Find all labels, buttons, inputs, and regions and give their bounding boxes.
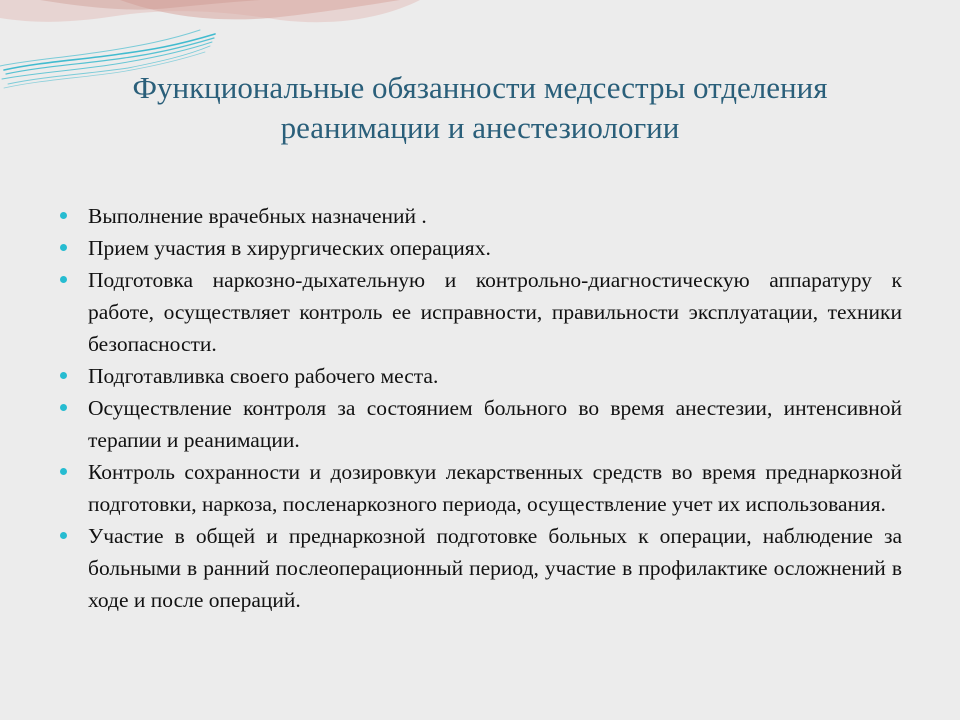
list-item: [60, 456, 902, 520]
bullet-dot-icon: [60, 372, 67, 379]
bullet-dot-icon: [60, 532, 67, 539]
list-item-text: Осуществление контроля за состоянием больного во время анестезии, интенсивной терапии и реанимации.: [88, 396, 902, 452]
list-item: [60, 360, 902, 392]
bullet-list: [60, 200, 902, 616]
list-item-text: Контроль сохранности и дозировкуи лекарственных средств во время преднаркозной подготовки, наркоза, посленаркозного периода, осуществление учет их использования.: [88, 460, 902, 516]
list-item: [60, 520, 902, 616]
bullet-dot-icon: [60, 244, 67, 251]
bullet-dot-icon: [60, 276, 67, 283]
bullet-dot-icon: [60, 404, 67, 411]
slide-title-line1: Функциональные обязанности медсестры отделения: [132, 70, 828, 105]
list-item: [60, 232, 902, 264]
bullet-dot-icon: [60, 468, 67, 475]
list-item-text: Выполнение врачебных назначений .: [88, 204, 427, 228]
slide-title-line2: реанимации и анестезиологии: [280, 110, 680, 145]
list-item: [60, 264, 902, 360]
bullet-dot-icon: [60, 212, 67, 219]
list-item: [60, 200, 902, 232]
list-item-text: Прием участия в хирургических операциях.: [88, 236, 491, 260]
list-item: [60, 392, 902, 456]
slide-title: [40, 68, 920, 148]
list-item-text: Участие в общей и преднаркозной подготовке больных к операции, наблюдение за больными в ранний послеоперационный период, участие в профилактике осложнений в ходе и после операций.: [88, 524, 902, 612]
list-item-text: Подготавливка своего рабочего места.: [88, 364, 439, 388]
list-item-text: Подготовка наркозно-дыхательную и контрольно-диагностическую аппаратуру к работе, осуществляет контроль ее исправности, правильности эксплуатации, техники безопасности.: [88, 268, 902, 356]
